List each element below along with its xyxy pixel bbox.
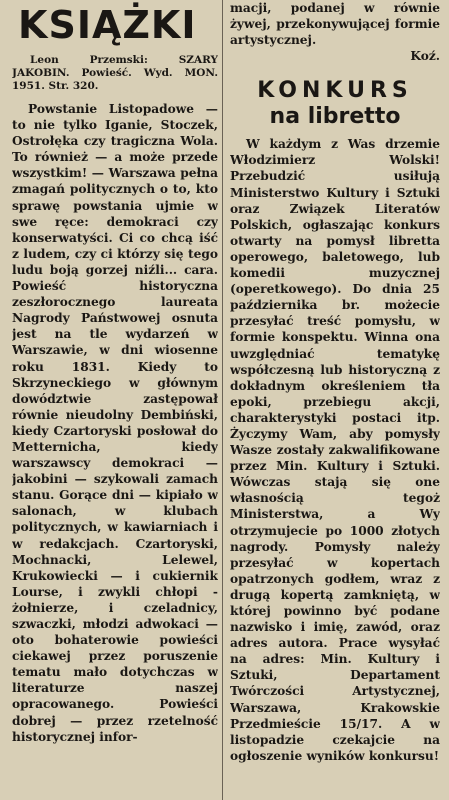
- contest-text: W każdym z Was drzemie Włodzimierz Wolski! Przebudzić usiłują Ministerstwo Kultury i Sztuki oraz Związek Literatów Polskich, ogłaszając konkurs otwarty na pomysł libretta operowego, baletowego, lub komedii muzycznej (operetkowego). Do dnia 25 października br. możecie przesyłać treść pomysłu, w formie konspektu. Winna ona uwzględniać tematykę współczesną lub historyczną z dokładnym określeniem tła epoki, przebiegu akcji, charakterystyki postaci itp. Życzymy Wam, aby pomysły Wasze zostały zakwalifikowane przez Min. Kultury i Sztuki. Wówczas stają się one własnością tegoż Ministerstwa, a Wy otrzymujecie po 1000 złotych nagrody. Pomysły należy przesyłać w kopertach opatrzonych godłem, wraz z drugą kopertą zamkniętą, w której powinno być podane nazwisko i imię, zawód, oraz adres autora. Prace wysyłać na adres: Min. Kultury i Sztuki, Departament Twórczości Artystycznej, Warszawa, Krakowskie Przedmieście 15/17. A w listopadzie czekajcie na ogłoszenie wyników konkursu!: [230, 137, 440, 763]
- review-continuation: macji, podanej w równie żywej, przekonywującej formie artystycznej.: [230, 1, 440, 48]
- contest-subheading: na libretto: [269, 104, 401, 130]
- review-signature: Koź.: [410, 49, 440, 64]
- contest-heading: KONKURS: [257, 78, 413, 104]
- contest-column: [230, 0, 440, 800]
- column-divider: [222, 0, 223, 800]
- books-column: [12, 0, 218, 800]
- book-review-text: Powstanie Listopadowe — to nie tylko Iganie, Stoczek, Ostrołęka czy tragiczna Wola. To również — a może przede wszystkim! — Warszawa pełna zmagań politycznych o to, kto sprawę powstania ujmie w swe ręce: demokraci czy konserwatyści. Ci co chcą iść z ludem, czy ci którzy się tego ludu boją gorzej niźli... cara. Powieść historyczna zeszłorocznego laureata Nagrody Państwowej osnuta jest na tle wydarzeń w Warszawie, w dni wiosenne roku 1831. Kiedy to Skrzyneckiego w głównym dowództwie zastępował równie nieudolny Dembiński, kiedy Czartoryski posłował do Metternicha, kiedy warszawscy demokraci — jakobini — szykowali zamach stanu. Gorące dni — kipiało w salonach, w klubach politycznych, w kawiarniach i w redakcjach. Czartoryski, Mochnacki, Lelewel, Krukowiecki — i cukiernik Lourse, i zwykli chłopi - żołnierze, i czeladnicy, szwaczki, młodzi adwokaci — oto bohaterowie powieści ciekawej przez poruszenie tematu mało dotychczas w literaturze naszej opracowanego. Powieści dobrej — przez rzetelność historycznej infor-: [12, 102, 218, 744]
- book-bibliography: Leon Przemski: SZARY JAKOBIN. Powieść. Wyd. MON. 1951. Str. 320.: [12, 54, 218, 92]
- section-title: KSIĄŻKI: [18, 3, 197, 47]
